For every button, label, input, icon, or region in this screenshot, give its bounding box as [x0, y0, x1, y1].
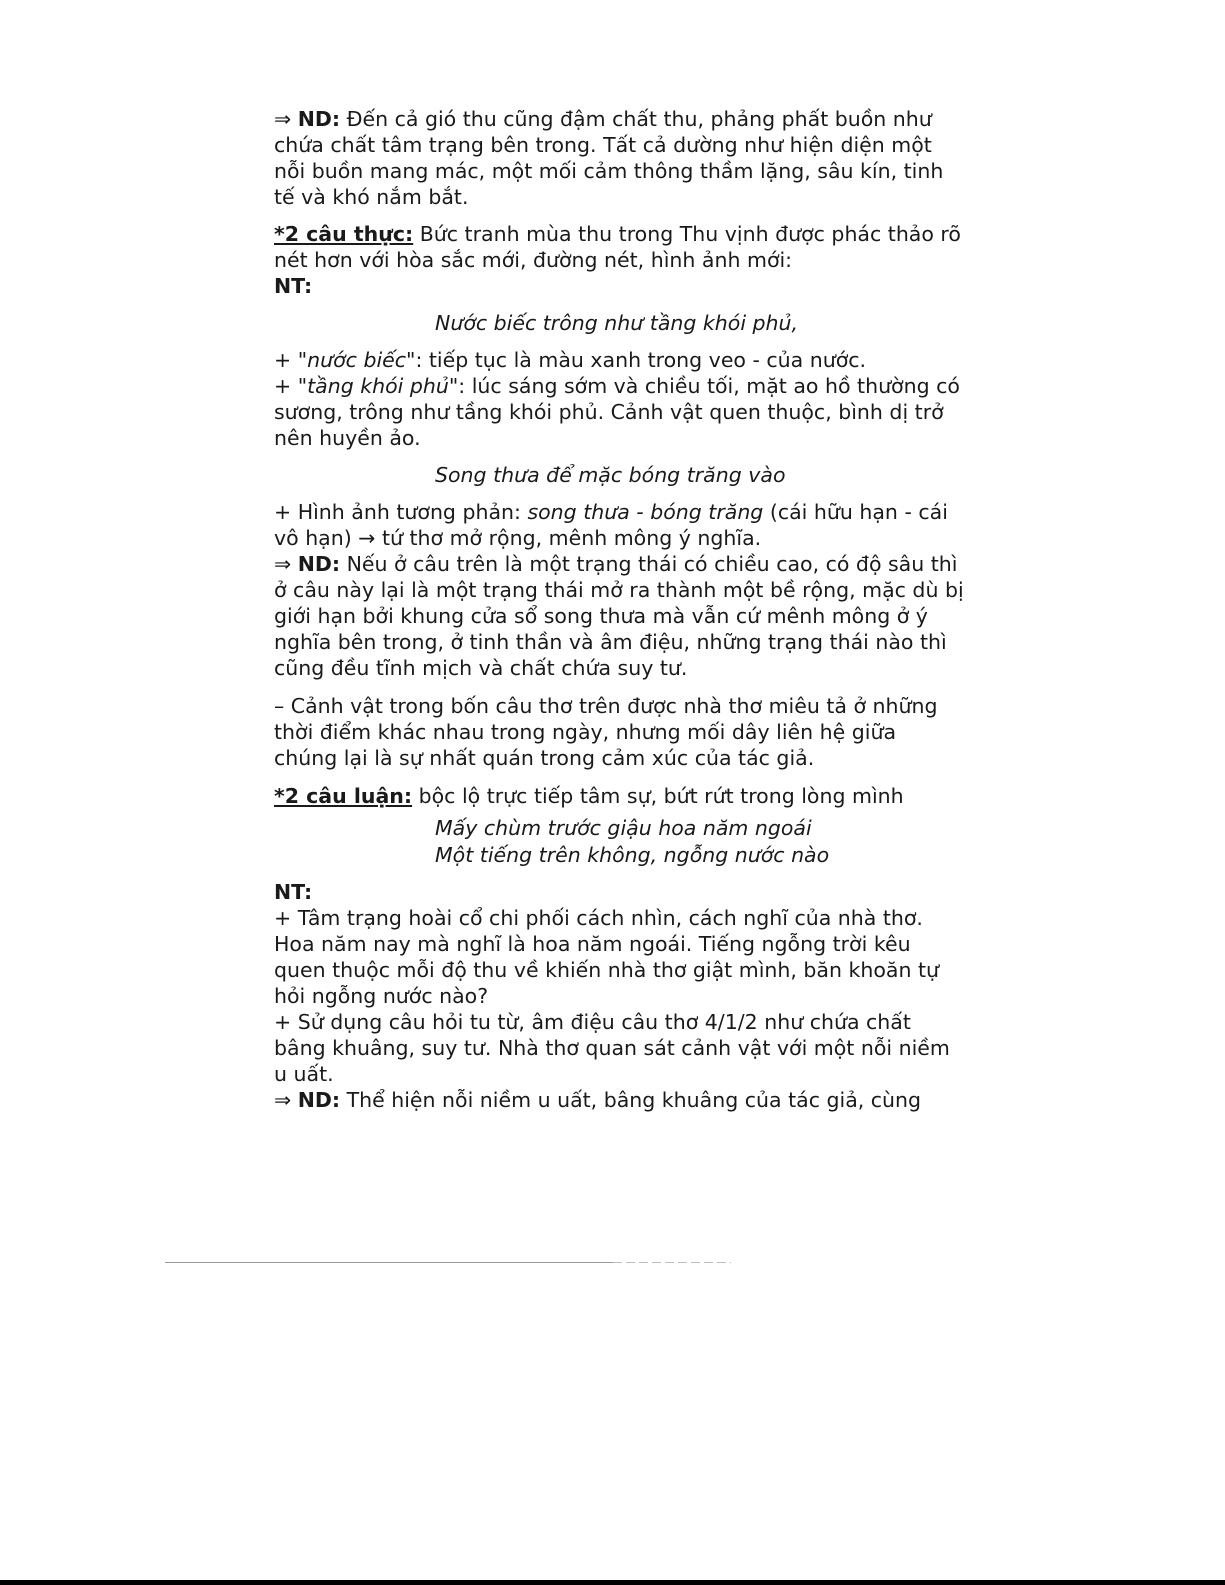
nd-label: ND:: [297, 552, 341, 576]
nt-label-line: [274, 879, 964, 905]
heading-cau-thuc: *2 câu thực:: [274, 222, 414, 246]
nd-text: Nếu ở câu trên là một trạng thái có chiều cao, có độ sâu thì ở câu này lại là một trạng thái mở ra thành một bề rộng, mặc dù bị giới hạn bởi khung cửa sổ song thưa mà vẫn cứ mênh mông ở ý nghĩa bên trong, ở tinh thần và âm điệu, những trạng thái nào thì cũng đều tĩnh mịch và chất chứa suy tư.: [274, 552, 964, 680]
paragraph-nd-2: [274, 551, 964, 681]
bullet-text: ": tiếp tục là màu xanh trong veo - của nước.: [406, 348, 867, 372]
bullet-prefix: + ": [274, 374, 308, 398]
nt-label: NT:: [274, 880, 313, 904]
verse-line: Nước biếc trông như tầng khói phủ,: [435, 311, 799, 335]
verse-pair: [435, 815, 964, 869]
paragraph-dash: – Cảnh vật trong bốn câu thơ trên được nhà thơ miêu tả ở những thời điểm khác nhau trong ngày, nhưng mối dây liên hệ giữa chúng lại là sự nhất quán trong cảm xúc của tác giả.: [274, 694, 938, 770]
bullet-text: ": lúc sáng sớm và chiều tối, mặt ao hồ thường có sương, trông như tầng khói phủ. Cảnh vật quen thuộc, bình dị trở nên huyền ảo.: [274, 374, 960, 450]
bullet-prefix: + ": [274, 348, 308, 372]
text-body: [274, 106, 964, 1113]
nt-label-line: [274, 273, 964, 299]
bullet-cau-hoi-tu-tu: + Sử dụng câu hỏi tu từ, âm điệu câu thơ 4/1/2 như chứa chất bâng khuâng, suy tư. Nhà thơ quan sát cảnh vật với một nỗi niềm u uất.: [274, 1010, 950, 1086]
verse-line: Một tiếng trên không, ngỗng nước nào: [435, 843, 830, 867]
paragraph-nd-3: [274, 1087, 964, 1113]
quoted-term: tầng khói phủ: [307, 374, 449, 398]
bullet-nuoc-biec: [274, 347, 964, 373]
nt-label: NT:: [274, 274, 313, 298]
footer-rule: [165, 1262, 613, 1263]
paragraph-cau-luan: [274, 783, 964, 809]
heading-cau-luan: *2 câu luận:: [274, 784, 413, 808]
nd-text: Thể hiện nỗi niềm u uất, bâng khuâng của tác giả, cùng: [340, 1088, 922, 1112]
arrow-glyph: ⇒: [274, 552, 298, 576]
quoted-term: song thưa - bóng trăng: [527, 500, 764, 524]
nd-text: Đến cả gió thu cũng đậm chất thu, phảng phất buồn như chứa chất tâm trạng bên trong. Tất cả dường như hiện diện một nỗi buồn mang mác, một mối cảm thông thầm lặng, sâu kín, tinh tế và khó nắm bắt.: [274, 107, 944, 209]
cau-luan-intro: bộc lộ trực tiếp tâm sự, bứt rứt trong lòng mình: [412, 784, 904, 808]
verse-line: Song thưa để mặc bóng trăng vào: [435, 463, 786, 487]
paragraph-cau-thuc: [274, 221, 964, 273]
footer-dotted-rule: [613, 1262, 731, 1263]
arrow-glyph: ⇒: [274, 1088, 298, 1112]
verse-line: Mấy chùm trước giậu hoa năm ngoái: [435, 816, 812, 840]
page-bottom-edge: [0, 1580, 1225, 1585]
bullet-text: (cái hữu hạn - cái vô hạn) → tứ thơ mở rộng, mênh mông ý nghĩa.: [274, 500, 948, 550]
arrow-glyph: ⇒: [274, 107, 298, 131]
nd-label: ND:: [297, 1088, 341, 1112]
nd-label: ND:: [297, 107, 341, 131]
bullet-prefix: + Hình ảnh tương phản:: [274, 500, 528, 524]
bullet-hoai-co: + Tâm trạng hoài cổ chi phối cách nhìn, cách nghĩ của nhà thơ. Hoa năm nay mà nghĩ là hoa năm ngoái. Tiếng ngỗng trời kêu quen thuộc mỗi độ thu về khiến nhà thơ giật mình, băn khoăn tự hỏi ngỗng nước nào?: [274, 906, 940, 1008]
cau-thuc-intro: Bức tranh mùa thu trong Thu vịnh được phác thảo rõ nét hơn với hòa sắc mới, đường nét, hình ảnh mới:: [274, 222, 961, 272]
quoted-term: nước biếc: [307, 348, 407, 372]
bullet-tang-khoi-phu: [274, 373, 964, 451]
bullet-tuong-phan: [274, 499, 964, 551]
paragraph-nd-1: [274, 106, 964, 210]
